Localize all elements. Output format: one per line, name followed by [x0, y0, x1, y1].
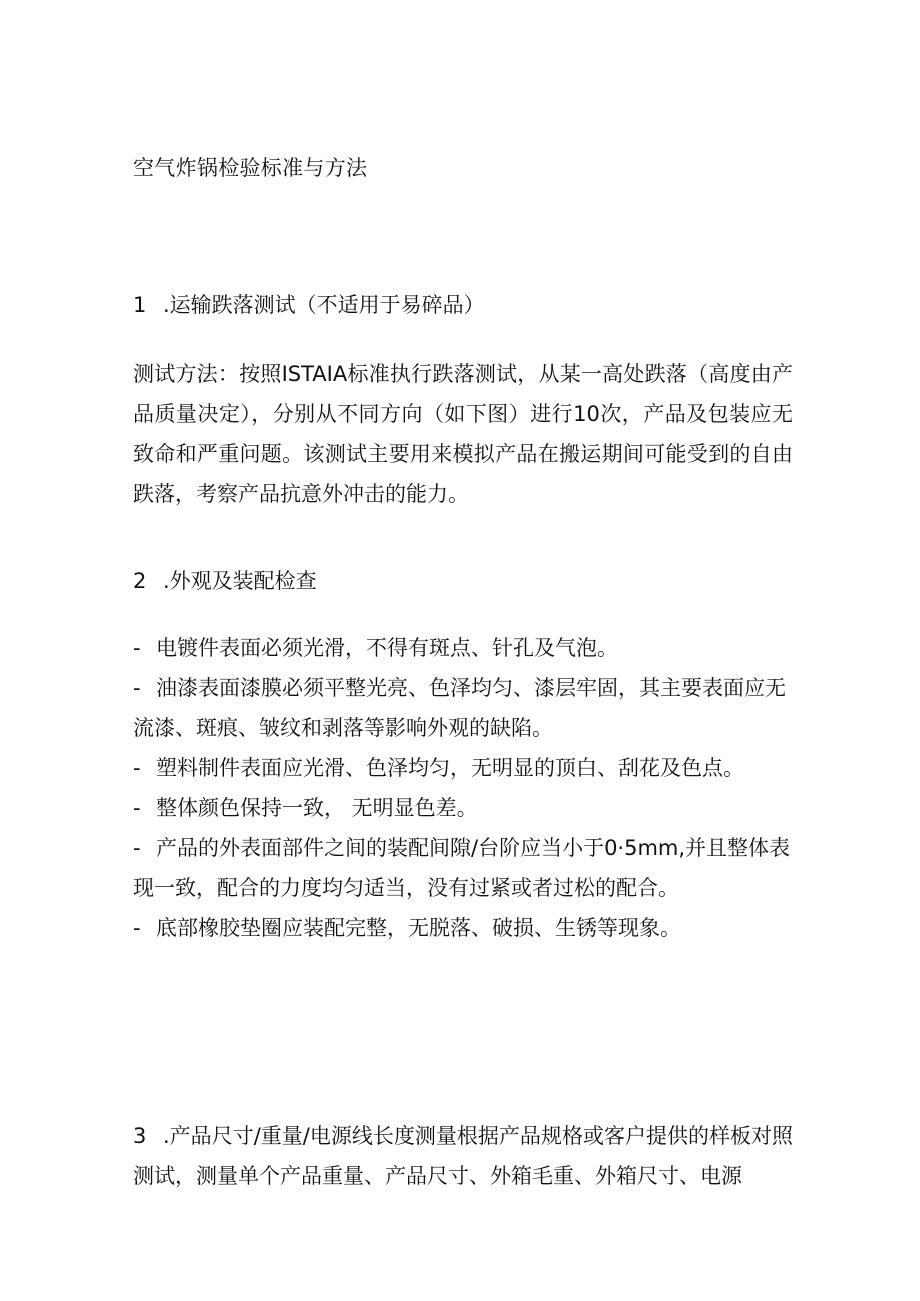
section-1-number: 1 — [133, 293, 147, 317]
list-item — [133, 748, 793, 788]
list-item-text: 整体颜色保持一致， 无明显色差。 — [156, 796, 478, 820]
list-item — [133, 628, 793, 668]
section-3-heading — [133, 1116, 793, 1196]
section-3-title: .产品尺寸/重量/电源线长度测量根据产品规格或客户提供的样板对照测试，测量单个产品重量、产品尺寸、外箱毛重、外箱尺寸、电源 — [133, 1124, 793, 1188]
section-1-heading — [133, 289, 793, 321]
section-1 — [133, 289, 793, 514]
list-item-text: 电镀件表面必须光滑，不得有斑点、针孔及气泡。 — [156, 636, 618, 660]
bullet-dash: - — [133, 636, 141, 660]
list-item-text: 塑料制件表面应光滑、色泽均匀，无明显的顶白、刮花及色点。 — [156, 756, 744, 780]
list-item-text: 油漆表面漆膜必须平整光亮、色泽均匀、漆层牢固，其主要表面应无流漆、斑痕、皱纹和剥落等影响外观的缺陷。 — [133, 676, 786, 740]
section-3-number: 3 — [133, 1124, 147, 1148]
bullet-dash: - — [133, 916, 141, 940]
list-item-text: 底部橡胶垫圈应装配完整，无脱落、破损、生锈等现象。 — [156, 916, 681, 940]
list-item — [133, 668, 793, 748]
section-2-title: .外观及装配检查 — [163, 569, 317, 593]
section-2-heading — [133, 565, 793, 597]
section-2 — [133, 565, 793, 948]
list-item — [133, 788, 793, 828]
section-1-title: .运输跌落测试（不适用于易碎品） — [163, 293, 485, 317]
section-2-bullet-list — [133, 628, 793, 948]
document-title: 空气炸锅检验标准与方法 — [133, 156, 368, 180]
list-item — [133, 908, 793, 948]
section-1-paragraph: 测试方法：按照ISTAIA标准执行跌落测试，从某一高处跌落（高度由产品质量决定），分别从不同方向（如下图）进行10次，产品及包装应无致命和严重问题。该测试主要用来模拟产品在搬运期间可能受到的自由跌落，考察产品抗意外冲击的能力。 — [133, 362, 793, 506]
bullet-dash: - — [133, 676, 141, 700]
bullet-dash: - — [133, 836, 141, 860]
bullet-dash: - — [133, 796, 141, 820]
section-2-number: 2 — [133, 569, 147, 593]
section-3 — [133, 1116, 793, 1196]
list-item — [133, 828, 793, 908]
bullet-dash: - — [133, 756, 141, 780]
list-item-text: 产品的外表面部件之间的装配间隙/台阶应当小于0·5mm,并且整体表现一致，配合的力度均匀适当，没有过紧或者过松的配合。 — [133, 836, 791, 900]
